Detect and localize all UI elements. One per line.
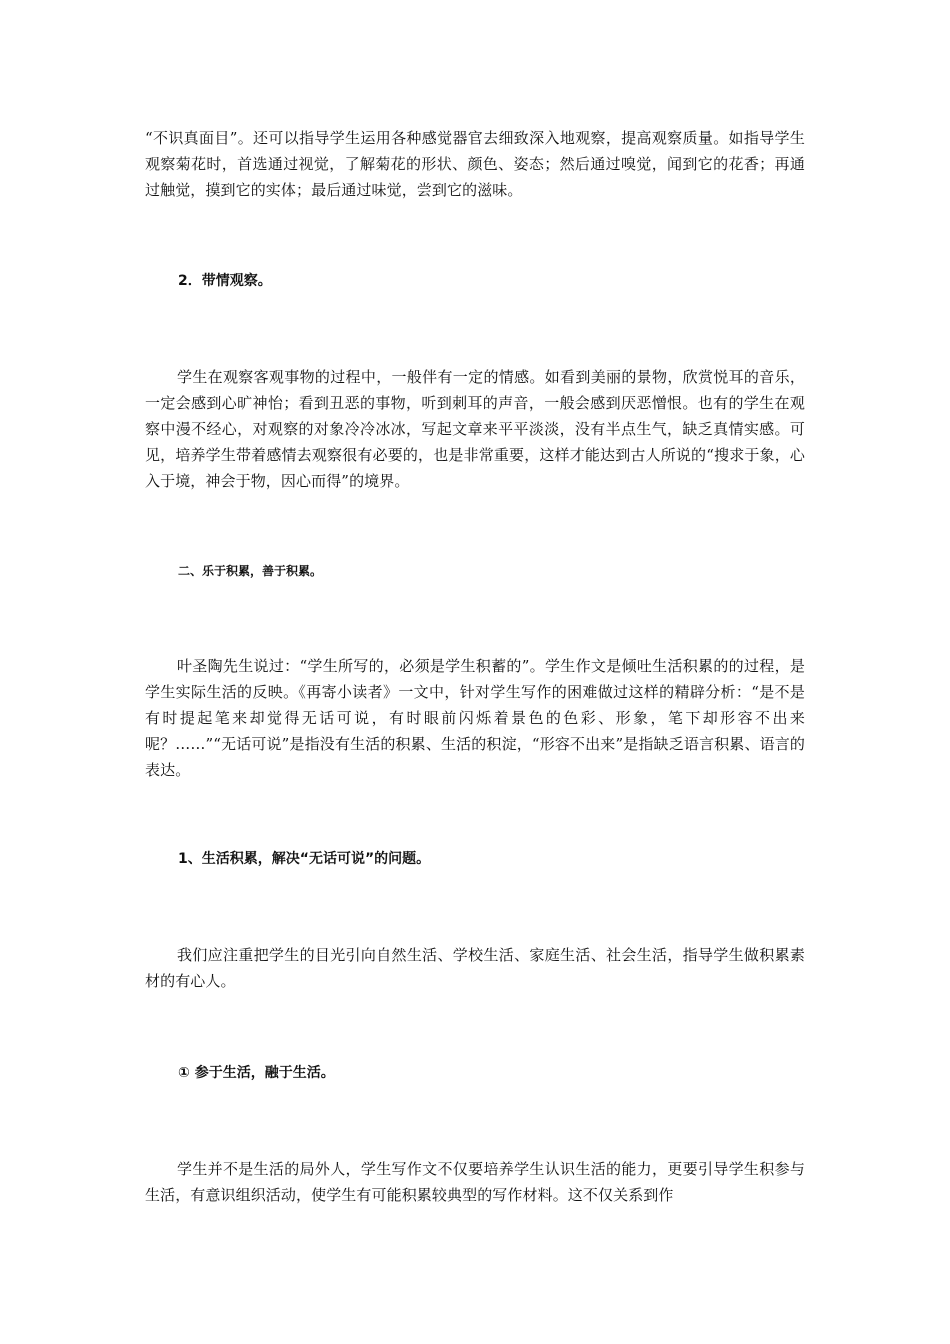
heading-life-accumulation xyxy=(145,848,805,870)
heading-emotional-observation xyxy=(145,270,805,292)
paragraph-ye-shengtao xyxy=(145,653,805,783)
paragraph-text: 学生在观察客观事物的过程中，一般伴有一定的情感。如看到美丽的景物，欣赏悦耳的音乐，一定会感到心旷神怡；看到丑恶的事物，听到刺耳的声音，一般会感到厌恶憎恨。也有的学生在观察中漫不经心，对观察的对象冷冷冰冰，写起文章来平平淡淡，没有半点生气，缺乏真情实感。可见，培养学生带着感情去观察很有必要的，也是非常重要，这样才能达到古人所说的“搜求于象，心入于境，神会于物，因心而得”的境界。 xyxy=(145,368,805,490)
paragraph-text: 叶圣陶先生说过：“学生所写的，必须是学生积蓄的”。学生作文是倾吐生活积累的的过程，是学生实际生活的反映。《再寄小读者》一文中，针对学生写作的困难做过这样的精辟分析：“是不是有时提起笔来却觉得无话可说，有时眼前闪烁着景色的色彩、形象，笔下却形容不出来呢？……”“无话可说”是指没有生活的积累、生活的积淀，“形容不出来”是指缺乏语言积累、语言的表达。 xyxy=(145,657,805,779)
section-heading: 二、乐于积累，善于积累。 xyxy=(178,564,323,578)
paragraph-life-focus xyxy=(145,942,805,994)
paragraph-observation-senses xyxy=(145,125,805,203)
section-heading: ① 参于生活，融于生活。 xyxy=(178,1065,335,1081)
paragraph-text: 我们应注重把学生的目光引向自然生活、学校生活、家庭生活、社会生活，指导学生做积累素材的有心人。 xyxy=(145,946,805,990)
heading-participate-life xyxy=(145,1062,805,1084)
paragraph-participation xyxy=(145,1156,805,1208)
paragraph-text: 学生并不是生活的局外人，学生写作文不仅要培养学生认识生活的能力，更要引导学生积参与生活，有意识组织活动，使学生有可能积累较典型的写作材料。这不仅关系到作 xyxy=(145,1160,805,1204)
section-heading: 1、生活积累，解决“无话可说”的问题。 xyxy=(178,851,431,867)
heading-accumulation xyxy=(145,560,805,582)
paragraph-emotion xyxy=(145,364,805,494)
section-heading: 2．带情观察。 xyxy=(178,273,272,289)
paragraph-text: “不识真面目”。还可以指导学生运用各种感觉器官去细致深入地观察，提高观察质量。如指导学生观察菊花时，首选通过视觉，了解菊花的形状、颜色、姿态；然后通过嗅觉，闻到它的花香；再通过触觉，摸到它的实体；最后通过味觉，尝到它的滋味。 xyxy=(145,129,805,199)
